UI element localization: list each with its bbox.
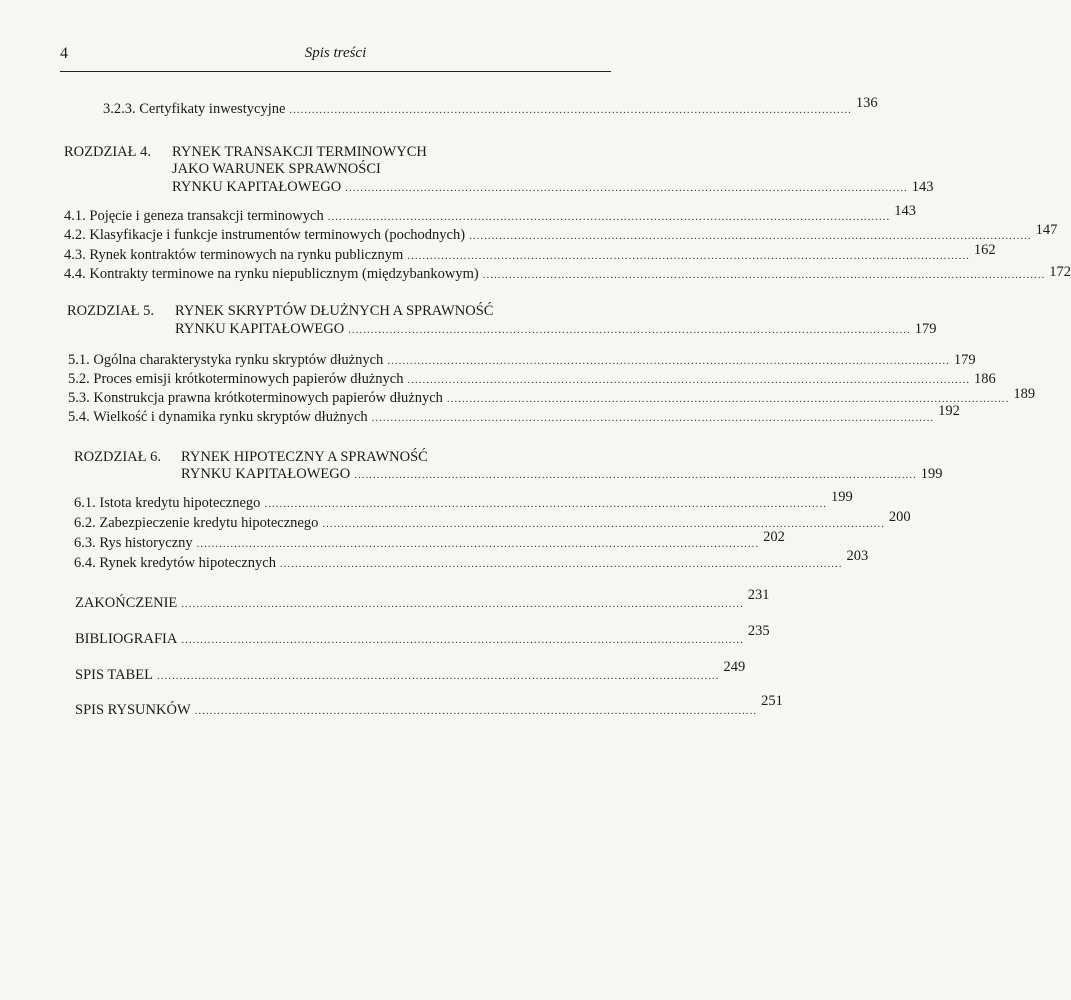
dot-leader: ...................................................................................................................................................... xyxy=(348,324,911,336)
chapter-title-line: RYNKU KAPITAŁOWEGO xyxy=(181,466,351,482)
dot-leader: ...................................................................................................................................................... xyxy=(469,230,1032,242)
toc-entry-page: 199 xyxy=(830,489,853,505)
chapter-title-line: RYNEK SKRYPTÓW DŁUŻNYCH A SPRAWNOŚĆ xyxy=(175,303,494,319)
toc-entry-page: 251 xyxy=(761,693,783,709)
toc-entry-label: 6.2. Zabezpieczenie kredytu hipotecznego xyxy=(74,515,319,531)
toc-entry-page: 202 xyxy=(763,529,785,545)
toc-entry-label: SPIS TABEL xyxy=(75,667,153,683)
dot-leader: ...................................................................................................................................................... xyxy=(322,518,885,530)
toc-entry-page: 189 xyxy=(1013,386,1036,402)
running-title: Spis treści xyxy=(304,45,367,61)
toc-entry xyxy=(74,509,911,533)
chapter-title-entry xyxy=(181,465,943,484)
toc-entry-page: 200 xyxy=(888,509,911,525)
dot-leader: ...................................................................................................................................................... xyxy=(156,670,720,682)
dot-leader: ...................................................................................................................................................... xyxy=(446,393,1010,405)
toc-entry-label: ZAKOŃCZENIE xyxy=(75,595,178,611)
toc-entry xyxy=(74,489,853,513)
toc-entry-label: SPIS RYSUNKÓW xyxy=(75,702,191,718)
toc-entry-page: 231 xyxy=(747,587,770,603)
toc-entry-label: 6.3. Rys historyczny xyxy=(74,535,193,551)
toc-entry xyxy=(64,203,916,226)
toc-entry-page: 172 xyxy=(1049,264,1071,280)
toc-entry-label: 5.3. Konstrukcja prawna krótkoterminowych papierów dłużnych xyxy=(68,390,443,406)
toc-entry xyxy=(68,386,1036,408)
chapter-title-line: RYNEK TRANSAKCJI TERMINOWYCH xyxy=(172,144,427,160)
toc-entry-label: 4.1. Pojęcie i geneza transakcji terminowych xyxy=(64,208,324,224)
dot-leader: ...................................................................................................................................................... xyxy=(407,250,970,262)
dot-leader: ...................................................................................................................................................... xyxy=(371,412,935,424)
toc-entry-page: 249 xyxy=(723,659,746,675)
dot-leader: ...................................................................................................................................................... xyxy=(194,705,758,717)
chapter-number: ROZDZIAŁ 4. xyxy=(64,144,151,160)
toc-entry-label: 3.2.3. Certyfikaty inwestycyjne xyxy=(103,101,286,117)
dot-leader: ...................................................................................................................................................... xyxy=(407,374,970,386)
toc-entry-label: BIBLIOGRAFIA xyxy=(75,631,178,647)
toc-entry xyxy=(64,222,1058,245)
toc-entry-page: 162 xyxy=(973,242,996,258)
chapter-heading xyxy=(64,143,427,161)
chapter-heading xyxy=(67,302,493,320)
page-number: 4 xyxy=(60,45,68,62)
toc-entry-back-matter xyxy=(75,659,746,685)
toc-entry-label: 4.2. Klasyfikacje i funkcje instrumentów terminowych (pochodnych) xyxy=(64,227,466,243)
toc-entry-back-matter xyxy=(75,623,770,649)
chapter-title-line: JAKO WARUNEK SPRAWNOŚCI xyxy=(172,161,381,177)
toc-entry-page: 143 xyxy=(894,203,916,219)
toc-entry xyxy=(74,548,869,573)
toc-entry xyxy=(68,351,976,370)
dot-leader: ...................................................................................................................................................... xyxy=(181,598,744,610)
dot-leader: ...................................................................................................................................................... xyxy=(264,498,827,510)
toc-entry-page: 192 xyxy=(938,403,960,419)
chapter-title-entry xyxy=(172,178,934,197)
toc-entry xyxy=(68,403,960,427)
dot-leader: ...................................................................................................................................................... xyxy=(387,355,950,367)
toc-entry xyxy=(74,529,785,553)
chapter-title-line: RYNKU KAPITAŁOWEGO xyxy=(172,179,342,195)
dot-leader: ...................................................................................................................................................... xyxy=(196,538,760,550)
toc-entry xyxy=(103,95,878,119)
chapter-title-line: RYNKU KAPITAŁOWEGO xyxy=(175,321,345,337)
chapter-page: 179 xyxy=(914,321,937,337)
chapter-title-line: RYNEK HIPOTECZNY A SPRAWNOŚĆ xyxy=(181,449,428,465)
toc-entry xyxy=(64,264,1071,284)
chapter-title-entry xyxy=(175,320,937,339)
dot-leader: ...................................................................................................................................................... xyxy=(279,558,843,570)
toc-entry-page: 186 xyxy=(973,371,996,387)
toc-entry-label: 4.3. Rynek kontraktów terminowych na rynku publicznym xyxy=(64,247,404,263)
toc-entry-page: 136 xyxy=(855,95,878,111)
toc-entry-label: 5.4. Wielkość i dynamika rynku skryptów dłużnych xyxy=(68,409,368,425)
dot-leader: ...................................................................................................................................................... xyxy=(354,469,917,481)
toc-entry-page: 179 xyxy=(953,352,976,368)
toc-entry-back-matter xyxy=(75,587,770,613)
dot-leader: ...................................................................................................................................................... xyxy=(482,269,1046,281)
toc-entry-label: 6.4. Rynek kredytów hipotecznych xyxy=(74,555,276,571)
toc-entry-label: 5.1. Ogólna charakterystyka rynku skryptów dłużnych xyxy=(68,352,384,368)
toc-entry-page: 235 xyxy=(747,623,770,639)
toc-entry-label: 5.2. Proces emisji krótkoterminowych papierów dłużnych xyxy=(68,371,404,387)
toc-entry-page: 203 xyxy=(846,548,869,564)
toc-entry-label: 6.1. Istota kredytu hipotecznego xyxy=(74,495,261,511)
toc-entry-page: 147 xyxy=(1035,222,1058,238)
toc-entry xyxy=(64,242,996,265)
dot-leader: ...................................................................................................................................................... xyxy=(289,104,852,116)
chapter-heading xyxy=(74,448,428,466)
dot-leader: ...................................................................................................................................................... xyxy=(327,211,891,223)
toc-entry xyxy=(68,370,996,389)
chapter-page: 143 xyxy=(911,179,934,195)
dot-leader: ...................................................................................................................................................... xyxy=(181,634,744,646)
toc-entry-back-matter xyxy=(75,693,783,720)
toc-entry-label: 4.4. Kontrakty terminowe na rynku niepublicznym (międzybankowym) xyxy=(64,266,479,282)
chapter-number: ROZDZIAŁ 5. xyxy=(67,303,154,319)
dot-leader: ...................................................................................................................................................... xyxy=(345,182,908,194)
chapter-number: ROZDZIAŁ 6. xyxy=(74,449,161,465)
chapter-page: 199 xyxy=(920,466,943,482)
